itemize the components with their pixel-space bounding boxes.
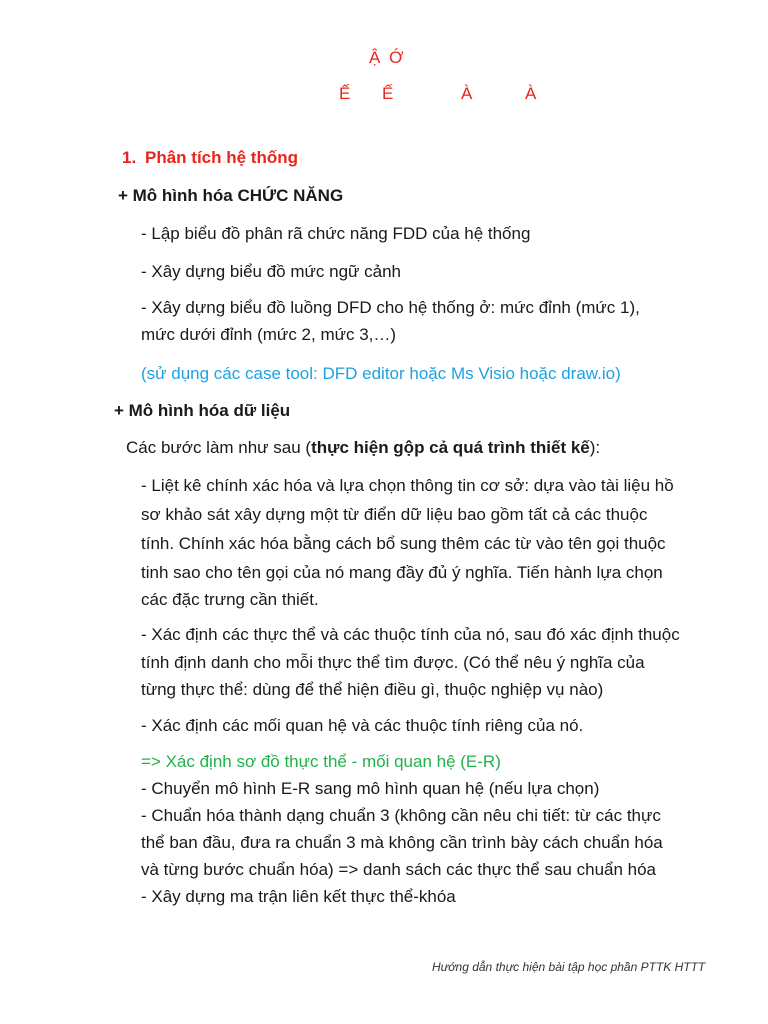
step-line: - Chuyển mô hình E-R sang mô hình quan hệ (nếu lựa chọn): [141, 779, 600, 798]
intro-prefix: Các bước làm như sau (: [126, 438, 312, 457]
step-line: - Xây dựng ma trận liên kết thực thể-khóa: [141, 887, 456, 906]
step-line: - Chuẩn hóa thành dạng chuẩn 3 (không cần nêu chi tiết: từ các thực: [141, 806, 661, 825]
header-glyph-2: Ế: [382, 84, 394, 103]
header-glyph-3: À: [461, 84, 473, 103]
func-item: - Xây dựng biểu đồ luồng DFD cho hệ thống ở: mức đỉnh (mức 1),: [141, 298, 640, 317]
header-glyph-4: À: [525, 84, 537, 103]
intro-suffix: ):: [589, 438, 601, 457]
tools-note: (sử dụng các case tool: DFD editor hoặc Ms Visio hoặc draw.io): [141, 364, 621, 383]
para1-line: sơ khảo sát xây dựng một từ điển dữ liệu bao gồm tất cả các thuộc: [141, 505, 648, 524]
para1-line: tính. Chính xác hóa bằng cách bổ sung thêm các từ vào tên gọi thuộc: [141, 534, 666, 553]
func-item: - Xây dựng biểu đồ mức ngữ cảnh: [141, 262, 402, 281]
section-number: 1.: [122, 148, 137, 167]
step-line: thể ban đầu, đưa ra chuẩn 3 mà không cần trình bày cách chuẩn hóa: [141, 833, 663, 852]
para3: - Xác định các mối quan hệ và các thuộc tính riêng của nó.: [141, 716, 584, 735]
para1-line: - Liệt kê chính xác hóa và lựa chọn thông tin cơ sở: dựa vào tài liệu hồ: [141, 476, 674, 495]
data-model-intro: [126, 438, 600, 458]
header-glyph-1: Ế: [339, 84, 351, 103]
intro-bold: thực hiện gộp cả quá trình thiết kế: [311, 438, 590, 457]
func-model-heading: + Mô hình hóa CHỨC NĂNG: [118, 186, 344, 205]
func-item: mức dưới đỉnh (mức 2, mức 3,…): [141, 325, 397, 344]
para2-line: - Xác định các thực thể và các thuộc tính của nó, sau đó xác định thuộc: [141, 625, 680, 644]
step-line: và từng bước chuẩn hóa) => danh sách các thực thể sau chuẩn hóa: [141, 860, 657, 879]
func-item: - Lập biểu đồ phân rã chức năng FDD của hệ thống: [141, 224, 531, 243]
header-line-1: Ậ Ớ: [369, 48, 406, 67]
para2-line: tính định danh cho mỗi thực thể tìm được. (Có thể nêu ý nghĩa của: [141, 653, 645, 672]
para2-line: từng thực thể: dùng để thể hiện điều gì, thuộc nghiệp vụ nào): [141, 680, 604, 699]
section-title: Phân tích hệ thống: [145, 148, 298, 167]
para1-line: các đặc trưng cần thiết.: [141, 590, 319, 609]
er-note: => Xác định sơ đồ thực thể - mối quan hệ (E-R): [141, 752, 501, 771]
para1-line: tinh sao cho tên gọi của nó mang đầy đủ ý nghĩa. Tiến hành lựa chọn: [141, 563, 663, 582]
page-footer: Hướng dẫn thực hiện bài tập học phần PTTK HTTT: [432, 960, 706, 974]
data-model-heading: + Mô hình hóa dữ liệu: [114, 401, 291, 420]
